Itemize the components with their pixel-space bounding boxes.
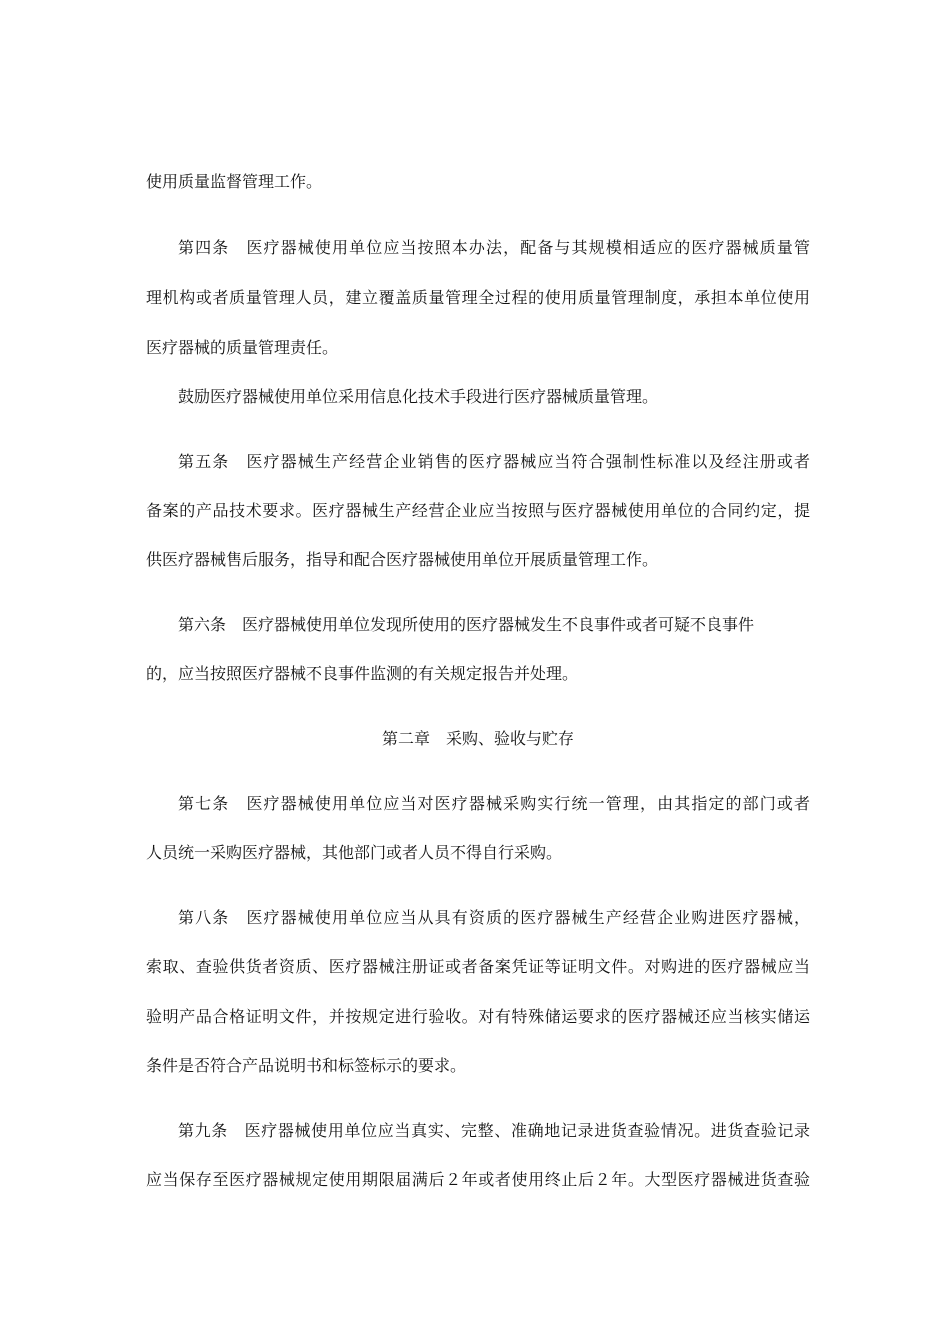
article-9-line-1: 第九条 医疗器械使用单位应当真实、完整、准确地记录进货查验情况。进货查验记录 bbox=[178, 1121, 810, 1140]
text-line-1: 使用质量监督管理工作。 bbox=[146, 172, 323, 191]
article-8-line-4: 条件是否符合产品说明书和标签标示的要求。 bbox=[146, 1056, 467, 1075]
article-5-line-1: 第五条 医疗器械生产经营企业销售的医疗器械应当符合强制性标准以及经注册或者 bbox=[178, 452, 810, 471]
article-6-line-1: 第六条 医疗器械使用单位发现所使用的医疗器械发生不良事件或者可疑不良事件 bbox=[178, 615, 755, 634]
article-5-line-2: 备案的产品技术要求。医疗器械生产经营企业应当按照与医疗器械使用单位的合同约定，提 bbox=[146, 501, 810, 520]
article-4-line-2: 理机构或者质量管理人员，建立覆盖质量管理全过程的使用质量管理制度，承担本单位使用 bbox=[146, 288, 810, 307]
article-4-line-1: 第四条 医疗器械使用单位应当按照本办法，配备与其规模相适应的医疗器械质量管 bbox=[178, 238, 810, 257]
article-5-line-3: 供医疗器械售后服务，指导和配合医疗器械使用单位开展质量管理工作。 bbox=[146, 550, 659, 569]
article-7-line-2: 人员统一采购医疗器械，其他部门或者人员不得自行采购。 bbox=[146, 843, 563, 862]
article-6-line-2: 的，应当按照医疗器械不良事件监测的有关规定报告并处理。 bbox=[146, 664, 579, 683]
chapter-heading: 第二章 采购、验收与贮存 bbox=[381, 729, 574, 748]
article-4-line-3: 医疗器械的质量管理责任。 bbox=[146, 338, 339, 357]
encourage-paragraph: 鼓励医疗器械使用单位采用信息化技术手段进行医疗器械质量管理。 bbox=[178, 387, 659, 406]
article-8-line-1: 第八条 医疗器械使用单位应当从具有资质的医疗器械生产经营企业购进医疗器械， bbox=[178, 908, 810, 927]
article-8-line-2: 索取、查验供货者资质、医疗器械注册证或者备案凭证等证明文件。对购进的医疗器械应当 bbox=[146, 957, 810, 976]
article-8-line-3: 验明产品合格证明文件，并按规定进行验收。对有特殊储运要求的医疗器械还应当核实储运 bbox=[146, 1007, 810, 1026]
article-9-line-2: 应当保存至医疗器械规定使用期限届满后２年或者使用终止后２年。大型医疗器械进货查验 bbox=[146, 1170, 810, 1189]
article-7-line-1: 第七条 医疗器械使用单位应当对医疗器械采购实行统一管理，由其指定的部门或者 bbox=[178, 794, 810, 813]
